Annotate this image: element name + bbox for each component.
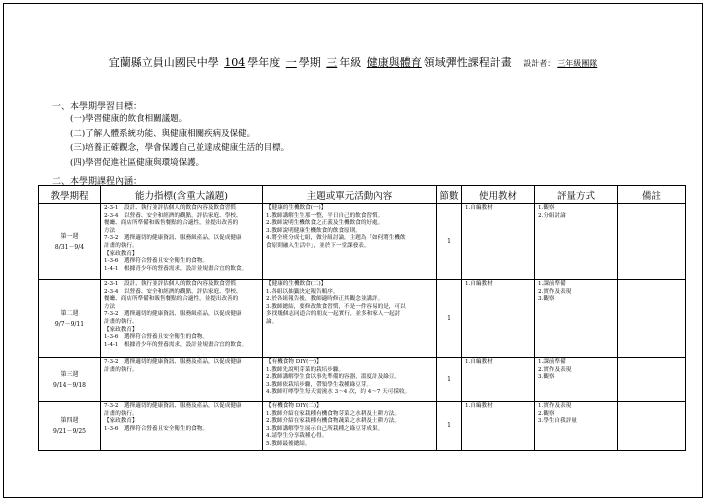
week-label: 第四週 <box>60 416 79 424</box>
materials-cell: 1.自編教材 <box>462 358 535 402</box>
week-cell <box>39 358 101 402</box>
indicator-line: 方法 <box>104 227 116 234</box>
indicator-line: 7-3-2 選擇適切的健康資訊、服務級產品，以促成健康 <box>104 235 242 242</box>
indicator-line: 計畫的執行。 <box>104 318 138 325</box>
notes-cell <box>618 358 686 402</box>
indicator-line: 1-3-6 選擇符合營養且安全衛生的食物。 <box>104 258 208 265</box>
indicator-line: 1-3-6 選擇符合營養且安全衛生的食物。 <box>104 334 208 341</box>
materials-cell: 1.自編教材 <box>462 402 535 451</box>
indicator-line: 7-3-2 選擇適切的健康資訊、服務級產品，以促成健康 <box>104 311 242 318</box>
week-dates: 8/31－9/4 <box>54 243 85 251</box>
indicator-line: 方法 <box>104 303 116 310</box>
indicator-line: 2-3-4 以營養、安全和經濟的觀點，評估家庭、學校、 <box>104 212 242 219</box>
assessment-line: 1.課前準備 <box>538 281 566 287</box>
week-dates: 9/7－9/11 <box>54 320 85 328</box>
content-cell <box>263 280 437 358</box>
content-line: 【健康的生機飲食(一)】 <box>266 205 327 211</box>
notes-cell <box>618 280 686 358</box>
designer-name: 三年級團隊 <box>557 59 598 68</box>
periods-cell: 1 <box>437 402 462 451</box>
indicator-line: 2-3-4 以營養、安全和經濟的觀點，評估家庭、學校、 <box>104 288 242 295</box>
assessment-cell <box>535 402 618 451</box>
content-line: 4.教師叮嚀學生每天需澆水 3～4 次，約 4～7 天可採收。 <box>266 389 411 396</box>
indicator-line: 2-3-1 設計、執行並評估個人的飲食內容及飲食習慣 <box>104 205 236 211</box>
indicator-line: 計畫的執行。 <box>104 242 138 249</box>
content-line: 3.教師依栽培步驟，帶領學生栽種綠豆芽。 <box>266 381 373 388</box>
periods-cell: 1 <box>437 204 462 280</box>
week-label: 第一週 <box>60 232 79 240</box>
indicators-cell <box>101 358 263 402</box>
header-materials: 使用教材 <box>462 186 535 204</box>
section1-heading: 一、本學期學習目標： <box>52 102 143 112</box>
table-row <box>39 280 686 358</box>
header-notes: 備註 <box>618 186 686 204</box>
content-line: 1.教師介紹在家栽種有機食物芽菜之水耕及土耕方法。 <box>266 410 400 417</box>
assessment-line: 2.實作及表現 <box>538 288 572 295</box>
table-header-row <box>39 186 686 204</box>
indicator-line: 【家政教育】 <box>104 418 138 425</box>
assessment-line: 1.觀察 <box>538 205 555 211</box>
content-line: 論。 <box>266 318 278 325</box>
content-line: 【健康的生機飲食(二)】 <box>266 281 327 287</box>
week-label: 第二週 <box>60 309 79 317</box>
indicator-line: 1-4-1 根據青少年的營養需求，設計並規畫合宜的飲食。 <box>104 265 248 272</box>
content-cell <box>263 358 437 402</box>
indicator-line: 7-3-2 選擇適切的健康資訊、服務及產品，以促成健康 <box>104 359 242 365</box>
table-row <box>39 204 686 280</box>
indicator-line: 2-3-1 設計、執行並評估個人的飲食內容及飲食習慣 <box>104 281 236 287</box>
table-row <box>39 358 686 402</box>
indicator-line: 7-3-2 選擇適切的健康資訊、服務及產品，以促成健康 <box>104 403 242 409</box>
indicator-line: 計畫的執行。 <box>104 410 138 417</box>
assessment-line: 2.觀察 <box>538 410 555 417</box>
assessment-line: 3.觀察 <box>538 296 555 303</box>
content-line: 3.教師說明健康生機飲食的飲食原則。 <box>266 227 361 234</box>
indicators-cell <box>101 280 263 358</box>
assessment-line: 3.觀察 <box>538 374 555 381</box>
header-content: 主題或單元活動內容 <box>263 186 437 204</box>
indicator-line: 計畫的執行。 <box>104 366 138 373</box>
content-line: 1.各組以抽籤決定報告順序。 <box>266 288 339 295</box>
content-line: 2.教師講解學生食以事先準備的容器，溫度計及綠豆。 <box>266 374 400 381</box>
assessment-line: 1.實作及表現 <box>538 403 572 409</box>
goals-list <box>70 112 289 170</box>
school-year-label: 學年度 <box>247 56 281 69</box>
week-cell <box>39 204 101 280</box>
notes-cell <box>618 402 686 451</box>
indicator-line: 餐廳、商店所準備和販售餐點的合適性，並提出改善的 <box>104 296 239 303</box>
term: 一 <box>285 56 297 69</box>
school-year: 104 <box>224 56 246 69</box>
term-label: 學期 <box>298 56 321 69</box>
assessment-line: 1.課前準備 <box>538 359 566 365</box>
indicator-line: 1-3-6 選擇符合營養且安全衛生的食物。 <box>104 425 208 432</box>
assessment-cell <box>535 204 618 280</box>
subject: 健康與體育 <box>366 56 422 69</box>
school-name: 宜蘭縣立員山國民中學 <box>108 56 219 69</box>
content-line: 3.教師講解學生展示自己所栽種之綠豆芽成果。 <box>266 425 384 432</box>
week-dates: 9/14－9/18 <box>53 381 86 389</box>
week-dates: 9/21－9/25 <box>53 427 86 435</box>
header-indicators: 能力指標(含重大議題) <box>101 186 263 204</box>
content-line: 2.教師說明生機飲食之正義及生機飲食的好處。 <box>266 220 384 227</box>
content-line: 2.於各組報告後，教師適時修正其觀念並講評。 <box>266 296 384 303</box>
goal-item: (三)培養正確觀念，學會保護自己並達成健康生活的目標。 <box>70 143 290 153</box>
content-line: 3.教師總結，要修改飲食習慣，不是一件容易的是，可以 <box>266 303 406 310</box>
week-cell <box>39 402 101 451</box>
indicator-line: 【家政教育】 <box>104 326 138 333</box>
designer-label: 設計者： <box>523 59 556 68</box>
header-assessment: 評量方式 <box>535 186 618 204</box>
goal-item: (四)學習促進社區健康與環境保護。 <box>70 157 205 168</box>
assessment-line: 2.分組討論 <box>538 212 566 219</box>
header-schedule: 教學期程 <box>39 186 101 204</box>
materials-cell: 1.自編教材 <box>462 204 535 280</box>
grade-label: 年級 <box>339 56 362 69</box>
content-line: 4.請學生分享栽種心得。 <box>266 433 328 440</box>
assessment-line: 2.實作及表現 <box>538 366 572 373</box>
indicators-cell <box>101 402 263 451</box>
document-page <box>3 3 703 498</box>
content-line: 【有機食物 DIY(一)】 <box>266 359 322 365</box>
header-periods: 節數 <box>437 186 462 204</box>
week-label: 第三週 <box>60 370 79 378</box>
content-line: 1.教師講解生生那一整，平日自己的飲食習慣。 <box>266 212 384 219</box>
indicator-line: 【家政教育】 <box>104 250 138 257</box>
assessment-line: 3.學生自我評量 <box>538 418 577 425</box>
indicator-line: 餐廳、商店所準備和販售餐點的合適性，並提出改善的 <box>104 220 239 227</box>
assessment-cell <box>535 358 618 402</box>
content-line: 1.教師先說明芽菜的栽培步驟。 <box>266 366 345 373</box>
periods-cell: 1 <box>437 358 462 402</box>
content-line: 多找幾個志同道合的朋友一起實行，並多和家人一起討 <box>266 311 401 318</box>
content-cell <box>263 204 437 280</box>
designer <box>523 59 599 68</box>
content-line: 【有機食物 DIY(二)】 <box>266 403 322 409</box>
content-line: 食原則融入生活中」，並於下一堂課發表。 <box>266 242 370 249</box>
indicators-cell <box>101 204 263 280</box>
plan-title <box>4 54 703 70</box>
grade: 三 <box>326 56 338 69</box>
content-line: 2.教師介紹在家栽種有機食物蔬菜之水耕及土耕方法。 <box>266 418 400 425</box>
content-line: 4.將全班分成七組，做分組討論，主題為「如何將生機飲 <box>266 235 406 242</box>
section2-heading: 二、本學期課程內涵： <box>52 177 143 187</box>
notes-cell <box>618 204 686 280</box>
content-line: 5.教師最後總結。 <box>266 440 311 447</box>
content-cell <box>263 402 437 451</box>
plan-label: 領域彈性課程計畫 <box>423 56 512 69</box>
indicator-line: 1-4-1 根據青少年的營養需求，設計並規畫合宜的飲食。 <box>104 341 248 348</box>
materials-cell: 1.自編教材 <box>462 280 535 358</box>
course-table <box>38 185 686 451</box>
periods-cell: 1 <box>437 280 462 358</box>
table-row <box>39 402 686 451</box>
goal-item: (一)學習健康的飲食相關議題。 <box>70 114 188 124</box>
assessment-cell <box>535 280 618 358</box>
goal-item: (二)了解人體系統功能、與健康相關疾病及保健。 <box>70 128 256 139</box>
week-cell <box>39 280 101 358</box>
